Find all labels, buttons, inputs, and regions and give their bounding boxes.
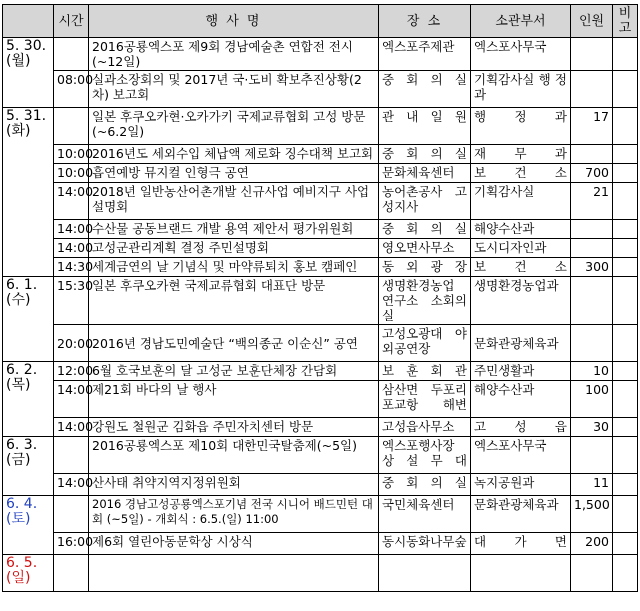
time-cell: 14:00	[54, 183, 89, 220]
event-cell: 흡연예방 뮤지컬 인형극 공연	[89, 164, 379, 183]
event-cell: 제21회 바다의 날 행사	[89, 381, 379, 418]
date-cell	[3, 555, 54, 592]
weekday-text: (일)	[6, 570, 31, 586]
place-cell: 동시동화나무숲	[379, 533, 471, 555]
event-cell: 2016년도 세외수입 체납액 제로화 징수대책 보고회	[89, 145, 379, 164]
count-cell: 10	[571, 362, 613, 381]
schedule-table	[2, 4, 638, 592]
date-text: 6. 2.	[6, 362, 38, 378]
note-cell	[613, 164, 638, 183]
note-cell	[613, 555, 638, 592]
dept-cell: 대 가 면	[471, 533, 571, 555]
event-cell: 산사태 취약지역지정위원회	[89, 474, 379, 496]
table-row	[3, 474, 638, 496]
note-cell	[613, 437, 638, 474]
dept-cell: 행 정 과	[471, 108, 571, 145]
date-text: 5. 31.	[6, 108, 47, 124]
time-cell: 16:00	[54, 533, 89, 555]
dept-cell: 고 성 읍	[471, 418, 571, 437]
table-row	[3, 533, 638, 555]
event-cell: 2016공룡엑스포 제9회 경남예술촌 연합전 전시(~12일)	[89, 38, 379, 71]
weekday-text: (월)	[6, 53, 31, 69]
place-cell: 고성오광대 야외공연장	[379, 325, 471, 362]
time-cell: 14:00	[54, 239, 89, 258]
note-cell	[613, 183, 638, 220]
dept-cell: 문화관광체육과	[471, 325, 571, 362]
dept-cell: 문화관광체육과	[471, 496, 571, 533]
place-cell: 엑스포주제관	[379, 38, 471, 71]
count-cell	[571, 555, 613, 592]
time-cell: 14:00	[54, 220, 89, 239]
time-cell	[54, 108, 89, 145]
table-row	[3, 183, 638, 220]
place-cell: 영오면사무소	[379, 239, 471, 258]
note-cell	[613, 474, 638, 496]
dept-cell: 엑스포사무국	[471, 38, 571, 71]
dept-cell: 보 건 소	[471, 258, 571, 277]
header-dept: 소관부서	[471, 5, 571, 38]
note-cell	[613, 38, 638, 71]
note-cell	[613, 381, 638, 418]
note-cell	[613, 277, 638, 325]
table-row	[3, 362, 638, 381]
weekday-text: (목)	[6, 377, 31, 393]
note-cell	[613, 71, 638, 108]
event-cell: 2016년 경남도민예술단 “백의종군 이순신” 공연	[89, 325, 379, 362]
event-cell: 2016 경남고성공룡엑스포기념 전국 시니어 배드민턴 대회 (~5일) - 개회식 : 6.5.(일) 11:00	[89, 496, 379, 533]
note-cell	[613, 533, 638, 555]
table-row	[3, 555, 638, 592]
dept-cell: 기획감사실 행 정 과	[471, 71, 571, 108]
place-cell: 엑스포행사장 상 설 무 대	[379, 437, 471, 474]
header-note: 비고	[613, 5, 638, 38]
date-text: 6. 5.	[6, 555, 38, 571]
table-row	[3, 71, 638, 108]
count-cell	[571, 277, 613, 325]
weekday-text: (금)	[6, 452, 31, 468]
place-cell: 국민체육센터	[379, 496, 471, 533]
event-cell: 6월 호국보훈의 달 고성군 보훈단체장 간담회	[89, 362, 379, 381]
time-cell: 14:30	[54, 258, 89, 277]
time-cell: 12:00	[54, 362, 89, 381]
header-row	[3, 5, 638, 38]
dept-cell: 해양수산과	[471, 381, 571, 418]
count-cell: 200	[571, 533, 613, 555]
dept-cell: 도시디자인과	[471, 239, 571, 258]
dept-cell: 엑스포사무국	[471, 437, 571, 474]
header-time: 시간	[54, 5, 89, 38]
date-text: 6. 4.	[6, 496, 38, 512]
dept-cell	[471, 555, 571, 592]
table-row	[3, 164, 638, 183]
count-cell: 700	[571, 164, 613, 183]
time-cell: 08:00	[54, 71, 89, 108]
place-cell: 삼산면 두포리 포교항 해변	[379, 381, 471, 418]
date-text: 5. 30.	[6, 38, 47, 54]
count-cell: 11	[571, 474, 613, 496]
place-cell: 문화체육센터	[379, 164, 471, 183]
time-cell: 20:00	[54, 325, 89, 362]
event-cell: 제6회 열린아동문학상 시상식	[89, 533, 379, 555]
place-cell: 생명환경농업 연구소 소회의실	[379, 277, 471, 325]
event-cell	[89, 555, 379, 592]
place-cell: 보 훈 회 관	[379, 362, 471, 381]
place-cell: 고성읍사무소	[379, 418, 471, 437]
time-cell: 10:00	[54, 164, 89, 183]
place-cell: 동 외 광 장	[379, 258, 471, 277]
header-place: 장 소	[379, 5, 471, 38]
note-cell	[613, 258, 638, 277]
dept-cell: 보 건 소	[471, 164, 571, 183]
dept-cell: 주민생활과	[471, 362, 571, 381]
event-cell: 수산물 공동브랜드 개발 용역 제안서 평가위원회	[89, 220, 379, 239]
place-cell: 관 내 일 원	[379, 108, 471, 145]
place-cell: 중 회 의 실	[379, 220, 471, 239]
count-cell: 100	[571, 381, 613, 418]
date-cell	[3, 277, 54, 362]
table-row	[3, 239, 638, 258]
note-cell	[613, 325, 638, 362]
count-cell: 21	[571, 183, 613, 220]
count-cell	[571, 239, 613, 258]
weekday-text: (토)	[6, 511, 31, 527]
note-cell	[613, 362, 638, 381]
header-event: 행 사 명	[89, 5, 379, 38]
table-row	[3, 325, 638, 362]
table-row	[3, 381, 638, 418]
date-cell	[3, 38, 54, 108]
event-cell: 세계금연의 날 기념식 및 마약류퇴치 홍보 캠페인	[89, 258, 379, 277]
time-cell: 14:00	[54, 418, 89, 437]
time-cell: 14:00	[54, 381, 89, 418]
place-cell: 농어촌공사 고성지사	[379, 183, 471, 220]
dept-cell: 기획감사실	[471, 183, 571, 220]
dept-cell: 생명환경농업과	[471, 277, 571, 325]
event-cell: 2018년 일반농산어촌개발 신규사업 예비지구 사업설명회	[89, 183, 379, 220]
date-cell	[3, 108, 54, 277]
time-cell	[54, 437, 89, 474]
place-cell: 중 회 의 실	[379, 145, 471, 164]
date-text: 6. 3.	[6, 437, 38, 453]
time-cell: 10:00	[54, 145, 89, 164]
dept-cell: 녹지공원과	[471, 474, 571, 496]
table-row	[3, 496, 638, 533]
note-cell	[613, 496, 638, 533]
weekday-text: (화)	[6, 123, 31, 139]
count-cell: 1,500	[571, 496, 613, 533]
place-cell	[379, 555, 471, 592]
event-cell: 2016공룡엑스포 제10회 대한민국탈춤제(~5일)	[89, 437, 379, 474]
note-cell	[613, 239, 638, 258]
note-cell	[613, 108, 638, 145]
weekday-text: (수)	[6, 292, 31, 308]
count-cell	[571, 325, 613, 362]
count-cell: 30	[571, 418, 613, 437]
place-cell: 중 회 의 실	[379, 71, 471, 108]
table-row	[3, 145, 638, 164]
event-cell: 고성군관리계획 결정 주민설명회	[89, 239, 379, 258]
time-cell	[54, 38, 89, 71]
count-cell	[571, 71, 613, 108]
place-cell: 중 회 의 실	[379, 474, 471, 496]
date-cell	[3, 496, 54, 555]
count-cell: 300	[571, 258, 613, 277]
table-row	[3, 108, 638, 145]
count-cell	[571, 220, 613, 239]
table-row	[3, 277, 638, 325]
date-cell	[3, 437, 54, 496]
note-cell	[613, 145, 638, 164]
event-cell: 일본 후쿠오카현 국제교류협회 대표단 방문	[89, 277, 379, 325]
date-cell	[3, 362, 54, 437]
count-cell	[571, 38, 613, 71]
count-cell: 17	[571, 108, 613, 145]
dept-cell: 해양수산과	[471, 220, 571, 239]
table-row	[3, 418, 638, 437]
time-cell: 14:00	[54, 474, 89, 496]
table-row	[3, 258, 638, 277]
table-row	[3, 38, 638, 71]
table-row	[3, 220, 638, 239]
time-cell	[54, 555, 89, 592]
header-date	[3, 5, 54, 38]
event-cell: 실과소장회의 및 2017년 국·도비 확보추진상황(2차) 보고회	[89, 71, 379, 108]
header-count: 인원	[571, 5, 613, 38]
dept-cell: 재 무 과	[471, 145, 571, 164]
note-cell	[613, 418, 638, 437]
date-text: 6. 1.	[6, 277, 38, 293]
event-cell: 강원도 철원군 김화읍 주민자치센터 방문	[89, 418, 379, 437]
time-cell: 15:30	[54, 277, 89, 325]
table-row	[3, 437, 638, 474]
count-cell	[571, 437, 613, 474]
time-cell	[54, 496, 89, 533]
count-cell	[571, 145, 613, 164]
event-cell: 일본 후쿠오카현·오카가키 국제교류협회 고성 방문 (~6.2일)	[89, 108, 379, 145]
note-cell	[613, 220, 638, 239]
